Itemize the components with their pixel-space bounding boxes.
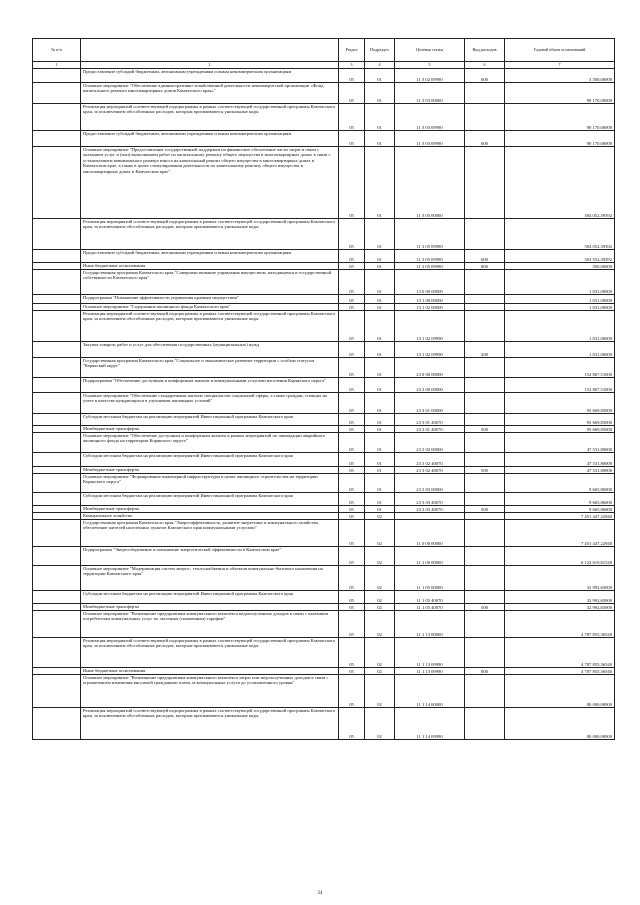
cell-section: 05 xyxy=(339,513,365,520)
cell-target: 11 0 00 00000 xyxy=(395,520,465,547)
cell-amount: 47 531,80000 xyxy=(505,433,615,453)
cell-num xyxy=(33,520,81,547)
cell-amount: 9 665,86000 xyxy=(505,474,615,493)
cell-num xyxy=(33,433,81,453)
cell-name: Межбюджетные трансферты xyxy=(81,426,339,433)
cell-section: 05 xyxy=(339,506,365,513)
cell-section: 05 xyxy=(339,591,365,604)
table-row xyxy=(33,131,615,147)
table-row xyxy=(33,250,615,263)
cell-num xyxy=(33,566,81,591)
cell-section: 05 xyxy=(339,358,365,378)
cell-amount: 90 170,00000 xyxy=(505,131,615,147)
cell-amount: 6 122 610,61540 xyxy=(505,547,615,566)
col-number: 3 xyxy=(339,62,365,69)
cell-expense xyxy=(465,311,505,342)
cell-amount: 1 031,00000 xyxy=(505,342,615,358)
cell-amount: 500,00000 xyxy=(505,263,615,270)
cell-num xyxy=(33,493,81,506)
cell-section: 05 xyxy=(339,566,365,591)
cell-num xyxy=(33,668,81,675)
cell-expense: 800 xyxy=(465,668,505,675)
cell-expense: 500 xyxy=(465,426,505,433)
cell-amount: 9 665,86000 xyxy=(505,493,615,506)
cell-expense xyxy=(465,219,505,250)
budget-allocation-table xyxy=(32,38,615,740)
cell-name: Основное мероприятие "Обеспечение доступным и комфортным жильем в рамках мероприятий по ликвидации аварийного жилищного фонда на территории Корякского округа" xyxy=(81,433,339,453)
cell-section: 05 xyxy=(339,378,365,393)
cell-target: 23 3 02 40070 xyxy=(395,467,465,474)
cell-amount: 7 451 447,22940 xyxy=(505,513,615,520)
cell-num xyxy=(33,675,81,708)
cell-subsection: 01 xyxy=(365,147,395,219)
cell-num xyxy=(33,467,81,474)
cell-expense xyxy=(465,591,505,604)
cell-section: 05 xyxy=(339,547,365,566)
cell-section: 05 xyxy=(339,638,365,668)
cell-section: 05 xyxy=(339,453,365,467)
cell-section: 05 xyxy=(339,263,365,270)
cell-expense: 500 xyxy=(465,604,505,611)
cell-subsection: 01 xyxy=(365,263,395,270)
cell-target: 11 3 05 00000 xyxy=(395,147,465,219)
cell-section: 05 xyxy=(339,433,365,453)
column-number-row xyxy=(33,62,615,69)
cell-target: 13 1 02 09990 xyxy=(395,342,465,358)
cell-expense: 200 xyxy=(465,342,505,358)
cell-amount: 4 787 855,36540 xyxy=(505,668,615,675)
cell-subsection: 01 xyxy=(365,393,395,414)
cell-target: 11 3 03 09990 xyxy=(395,104,465,131)
cell-num xyxy=(33,474,81,493)
cell-target: 11 1 14 00000 xyxy=(395,675,465,708)
cell-section: 05 xyxy=(339,393,365,414)
cell-num xyxy=(33,513,81,520)
cell-target: 11 3 05 09990 xyxy=(395,263,465,270)
cell-amount: 1 031,00000 xyxy=(505,270,615,295)
cell-expense xyxy=(465,708,505,740)
cell-target: 23 3 02 40070 xyxy=(395,453,465,467)
cell-expense: 800 xyxy=(465,263,505,270)
cell-name: Межбюджетные трансферты xyxy=(81,506,339,513)
cell-target: 23 3 01 40070 xyxy=(395,426,465,433)
cell-section: 05 xyxy=(339,69,365,83)
cell-expense: 500 xyxy=(465,506,505,513)
cell-expense: 500 xyxy=(465,467,505,474)
cell-name: Субсидии местным бюджетам на реализацию мероприятий Инвестиционной программы Камчатского края xyxy=(81,453,339,467)
cell-subsection: 01 xyxy=(365,426,395,433)
cell-subsection: 01 xyxy=(365,358,395,378)
table-row xyxy=(33,104,615,131)
cell-name: Основное мероприятие "Содержание жилищного фонда Камчатского края" xyxy=(81,304,339,311)
table-row xyxy=(33,547,615,566)
table-row xyxy=(33,506,615,513)
cell-num xyxy=(33,311,81,342)
cell-name: Субсидии местным бюджетам на реализацию мероприятий Инвестиционной программы Камчатского края xyxy=(81,414,339,426)
cell-subsection: 01 xyxy=(365,311,395,342)
cell-num xyxy=(33,250,81,263)
cell-section: 05 xyxy=(339,131,365,147)
cell-target: 11 3 03 00000 xyxy=(395,83,465,104)
cell-num xyxy=(33,453,81,467)
cell-name: Реализация мероприятий соответствующей подпрограммы в рамках соответствующей государственной программы Камчатского края, за исключением обособленных расходов, которым присваиваются уникальные коды xyxy=(81,638,339,668)
cell-section: 05 xyxy=(339,611,365,638)
table-row xyxy=(33,295,615,304)
cell-target xyxy=(395,513,465,520)
cell-num xyxy=(33,219,81,250)
cell-target: 11 1 05 40070 xyxy=(395,604,465,611)
cell-target: 11 3 02 09990 xyxy=(395,69,465,83)
cell-subsection: 01 xyxy=(365,506,395,513)
table-row xyxy=(33,147,615,219)
cell-amount: 3 500,00000 xyxy=(505,69,615,83)
cell-name: Предоставление субсидий бюджетным, автономным учреждениям и иным некоммерческим организациям xyxy=(81,250,339,263)
cell-target: 11 1 13 00000 xyxy=(395,611,465,638)
cell-expense xyxy=(465,304,505,311)
cell-amount: 503 552,39392 xyxy=(505,250,615,263)
cell-subsection: 01 xyxy=(365,250,395,263)
cell-subsection: 01 xyxy=(365,104,395,131)
cell-num xyxy=(33,131,81,147)
cell-num xyxy=(33,104,81,131)
cell-target: 11 3 03 09990 xyxy=(395,131,465,147)
cell-num xyxy=(33,295,81,304)
cell-subsection: 02 xyxy=(365,591,395,604)
table-row xyxy=(33,708,615,740)
header-section: Раздел xyxy=(339,39,365,62)
cell-section: 05 xyxy=(339,708,365,740)
cell-expense xyxy=(465,513,505,520)
table-row xyxy=(33,638,615,668)
table-row xyxy=(33,358,615,378)
col-number: 1 xyxy=(33,62,81,69)
cell-num xyxy=(33,547,81,566)
table-row xyxy=(33,611,615,638)
cell-expense xyxy=(465,493,505,506)
cell-target: 23 3 03 40070 xyxy=(395,493,465,506)
cell-expense xyxy=(465,474,505,493)
cell-name: Основное мероприятие "Обеспечение административно-хозяйственной деятельности некоммерческой организации «Фонд капитального ремонта многоквартирных домов Камчатского края»" xyxy=(81,83,339,104)
cell-name: Основное мероприятие "Возмещение предприятиям коммунального комплекса затрат или недополученных доходов в связи с ограничением изменения вносимой гражданами платы за коммунальные услуги до установленного уровня" xyxy=(81,675,339,708)
cell-num xyxy=(33,591,81,604)
col-number: 5 xyxy=(395,62,465,69)
cell-name: Реализация мероприятий соответствующей подпрограммы в рамках соответствующей государственной программы Камчатского края, за исключением обособленных расходов, которым присваиваются уникальные коды xyxy=(81,219,339,250)
cell-expense xyxy=(465,147,505,219)
cell-subsection: 02 xyxy=(365,638,395,668)
cell-expense xyxy=(465,378,505,393)
cell-num xyxy=(33,304,81,311)
cell-section: 05 xyxy=(339,675,365,708)
cell-num xyxy=(33,358,81,378)
cell-target: 11 1 13 09990 xyxy=(395,668,465,675)
cell-subsection: 01 xyxy=(365,131,395,147)
cell-section: 05 xyxy=(339,520,365,547)
cell-expense xyxy=(465,433,505,453)
table-row xyxy=(33,591,615,604)
cell-name: Коммунальное хозяйство xyxy=(81,513,339,520)
cell-amount: 95 669,85000 xyxy=(505,426,615,433)
cell-amount: 1 031,00000 xyxy=(505,311,615,342)
cell-name: Предоставление субсидий бюджетным, автономным учреждениям и иным некоммерческим организациям xyxy=(81,131,339,147)
cell-amount: 47 531,80000 xyxy=(505,453,615,467)
cell-amount: 95 669,85000 xyxy=(505,393,615,414)
table-row xyxy=(33,311,615,342)
table-row xyxy=(33,83,615,104)
cell-subsection: 01 xyxy=(365,83,395,104)
cell-amount: 9 665,86000 xyxy=(505,506,615,513)
cell-name: Предоставление субсидий бюджетным, автономным учреждениям и иным некоммерческим организациям xyxy=(81,69,339,83)
cell-expense xyxy=(465,414,505,426)
header-target: Целевая статья xyxy=(395,39,465,62)
cell-section: 05 xyxy=(339,295,365,304)
table-row xyxy=(33,270,615,295)
cell-subsection: 02 xyxy=(365,547,395,566)
table-row xyxy=(33,342,615,358)
cell-section: 05 xyxy=(339,668,365,675)
cell-amount: 4 787 855,36540 xyxy=(505,611,615,638)
cell-amount: 7 451 447,22940 xyxy=(505,520,615,547)
cell-num xyxy=(33,426,81,433)
cell-amount: 32 992,65000 xyxy=(505,604,615,611)
table-row xyxy=(33,675,615,708)
cell-subsection: 01 xyxy=(365,474,395,493)
cell-expense: 600 xyxy=(465,69,505,83)
cell-name: Субсидии местным бюджетам на реализацию мероприятий Инвестиционной программы Камчатского края xyxy=(81,493,339,506)
cell-name: Основное мероприятие "Обеспечение стандартными жильем специалистов социальной сферы, а также граждан, стоящих на учете в качестве нуждающихся в улучшении жилищных условий" xyxy=(81,393,339,414)
cell-target: 13 1 02 00000 xyxy=(395,304,465,311)
cell-target: 11 1 00 00000 xyxy=(395,547,465,566)
table-row xyxy=(33,433,615,453)
table-header-row xyxy=(33,39,615,62)
cell-section: 05 xyxy=(339,219,365,250)
cell-name: Основное мероприятие "Формирование инженерной инфраструктуры в целях жилищного строительства на территории Корякского округа" xyxy=(81,474,339,493)
cell-num xyxy=(33,69,81,83)
table-row xyxy=(33,219,615,250)
cell-num xyxy=(33,147,81,219)
cell-section: 05 xyxy=(339,342,365,358)
table-row xyxy=(33,414,615,426)
cell-amount: 90 170,00000 xyxy=(505,104,615,131)
cell-amount: 1 031,00000 xyxy=(505,304,615,311)
table-row xyxy=(33,263,615,270)
cell-expense xyxy=(465,104,505,131)
cell-subsection: 01 xyxy=(365,270,395,295)
cell-expense: 600 xyxy=(465,131,505,147)
cell-target: 23 0 00 00000 xyxy=(395,358,465,378)
cell-section: 05 xyxy=(339,493,365,506)
cell-subsection: 01 xyxy=(365,414,395,426)
cell-subsection: 02 xyxy=(365,675,395,708)
cell-amount: 80 000,00000 xyxy=(505,675,615,708)
cell-amount: 504 052,39392 xyxy=(505,219,615,250)
cell-subsection: 02 xyxy=(365,611,395,638)
table-row xyxy=(33,69,615,83)
cell-section: 05 xyxy=(339,604,365,611)
cell-expense xyxy=(465,393,505,414)
cell-target: 23 3 00 00000 xyxy=(395,378,465,393)
cell-section: 05 xyxy=(339,147,365,219)
cell-section: 05 xyxy=(339,304,365,311)
cell-section: 05 xyxy=(339,474,365,493)
table-row xyxy=(33,304,615,311)
cell-amount: 4 787 855,36540 xyxy=(505,638,615,668)
table-row xyxy=(33,474,615,493)
cell-subsection: 02 xyxy=(365,708,395,740)
table-row xyxy=(33,453,615,467)
cell-section: 05 xyxy=(339,104,365,131)
cell-name: Основное мероприятие "Модернизация систем энерго-, теплоснабжения и объектов коммунально-бытового назначения на территории Камчатского края" xyxy=(81,566,339,591)
cell-expense xyxy=(465,638,505,668)
cell-num xyxy=(33,708,81,740)
cell-target: 23 3 01 40070 xyxy=(395,414,465,426)
col-number: 2 xyxy=(81,62,339,69)
cell-target: 23 3 03 00000 xyxy=(395,474,465,493)
cell-num xyxy=(33,604,81,611)
cell-name: Основное мероприятие "Предоставление государственной поддержки на финансовое обеспечение части затрат в связи с оказанием услуг и (или) выполнением работ по капитальному ремонту общего имущества в многоквартирных домах в связи с установлением минимального размера взноса на капитальный ремонт общего имущества в многоквартирных домах в Камчатском крае, а также в целях стимулирования деятельности по капитальному ремонту общего имущества в многоквартирных домах в Камчатском крае" xyxy=(81,147,339,219)
cell-name: Реализация мероприятий соответствующей подпрограммы в рамках соответствующей государственной программы Камчатского края, за исключением обособленных расходов, которым присваиваются уникальные коды xyxy=(81,708,339,740)
cell-name: Государственная программа Камчатского края "Социальное и экономическое развитие территории с особым статусом "Корякский округ" xyxy=(81,358,339,378)
table-row xyxy=(33,604,615,611)
table-body xyxy=(33,69,615,740)
cell-expense xyxy=(465,566,505,591)
cell-name: Иные бюджетные ассигнования xyxy=(81,668,339,675)
cell-subsection: 01 xyxy=(365,467,395,474)
cell-target: 11 1 05 40070 xyxy=(395,591,465,604)
cell-num xyxy=(33,378,81,393)
table-row xyxy=(33,467,615,474)
cell-amount: 95 669,85000 xyxy=(505,414,615,426)
cell-section: 05 xyxy=(339,83,365,104)
table-row xyxy=(33,513,615,520)
cell-subsection: 01 xyxy=(365,342,395,358)
cell-expense xyxy=(465,611,505,638)
cell-subsection: 02 xyxy=(365,604,395,611)
cell-target: 11 1 05 00000 xyxy=(395,566,465,591)
cell-expense: 600 xyxy=(465,250,505,263)
cell-subsection: 02 xyxy=(365,520,395,547)
cell-target: 13 1 00 00000 xyxy=(395,295,465,304)
cell-target: 23 3 02 00000 xyxy=(395,433,465,453)
header-num: № п/п xyxy=(33,39,81,62)
col-number: 4 xyxy=(365,62,395,69)
cell-section: 05 xyxy=(339,250,365,263)
header-name xyxy=(81,39,339,62)
cell-amount: 90 170,00000 xyxy=(505,83,615,104)
cell-num xyxy=(33,263,81,270)
cell-expense xyxy=(465,83,505,104)
cell-name: Иные бюджетные ассигнования xyxy=(81,263,339,270)
cell-subsection: 01 xyxy=(365,295,395,304)
cell-target: 13 0 00 00000 xyxy=(395,270,465,295)
cell-section: 05 xyxy=(339,426,365,433)
cell-amount: 152 867,51000 xyxy=(505,358,615,378)
cell-name: Закупка товаров, работ и услуг для обеспечения государственных (муниципальных) нужд xyxy=(81,342,339,358)
cell-amount: 80 000,00000 xyxy=(505,708,615,740)
cell-amount: 47 531,80000 xyxy=(505,467,615,474)
cell-section: 05 xyxy=(339,270,365,295)
cell-section: 05 xyxy=(339,414,365,426)
cell-section: 05 xyxy=(339,467,365,474)
table-row xyxy=(33,668,615,675)
cell-subsection: 02 xyxy=(365,668,395,675)
cell-subsection: 01 xyxy=(365,433,395,453)
cell-num xyxy=(33,506,81,513)
table-row xyxy=(33,426,615,433)
header-amount: Годовой объем ассигнований xyxy=(505,39,615,62)
cell-subsection: 02 xyxy=(365,566,395,591)
cell-num xyxy=(33,638,81,668)
cell-amount: 152 867,51000 xyxy=(505,378,615,393)
cell-amount: 1 031,00000 xyxy=(505,295,615,304)
cell-target: 11 3 05 09990 xyxy=(395,219,465,250)
cell-target: 23 3 01 00000 xyxy=(395,393,465,414)
cell-expense xyxy=(465,675,505,708)
cell-name: Основное мероприятие "Возмещение предприятиям коммунального комплекса недополученных доходов в связи с оказанием потребителям коммунальных услуг по льготным (сниженным) тарифам" xyxy=(81,611,339,638)
cell-target: 11 1 13 09990 xyxy=(395,638,465,668)
header-expense: Вид расходов xyxy=(465,39,505,62)
cell-amount: 32 992,65000 xyxy=(505,591,615,604)
cell-expense xyxy=(465,295,505,304)
cell-num xyxy=(33,83,81,104)
cell-name: Подпрограмма "Повышение эффективности управления краевым имуществом" xyxy=(81,295,339,304)
cell-amount: 504 052,39392 xyxy=(505,147,615,219)
cell-name: Подпрограмма "Обеспечение доступным и комфортным жильем и коммунальными услугами населения Корякского округа" xyxy=(81,378,339,393)
cell-expense xyxy=(465,547,505,566)
col-number: 6 xyxy=(465,62,505,69)
cell-name: Реализация мероприятий соответствующей подпрограммы в рамках соответствующей государственной программы Камчатского края, за исключением обособленных расходов, которым присваиваются уникальные коды xyxy=(81,104,339,131)
cell-num xyxy=(33,270,81,295)
cell-name: Подпрограмма "Энергосбережение и повышение энергетической эффективности в Камчатском крае" xyxy=(81,547,339,566)
cell-name: Межбюджетные трансферты xyxy=(81,467,339,474)
cell-target: 11 3 05 09990 xyxy=(395,250,465,263)
cell-target: 23 3 03 40070 xyxy=(395,506,465,513)
table-row xyxy=(33,393,615,414)
header-subsection: Подраздел xyxy=(365,39,395,62)
col-number: 7 xyxy=(505,62,615,69)
table-row xyxy=(33,378,615,393)
cell-target: 11 1 14 09990 xyxy=(395,708,465,740)
cell-expense xyxy=(465,520,505,547)
cell-name: Субсидии местным бюджетам на реализацию мероприятий Инвестиционной программы Камчатского края xyxy=(81,591,339,604)
page-number: 34 xyxy=(317,891,323,896)
cell-name: Межбюджетные трансферты xyxy=(81,604,339,611)
table-row xyxy=(33,493,615,506)
cell-subsection: 02 xyxy=(365,513,395,520)
cell-subsection: 01 xyxy=(365,493,395,506)
table-row xyxy=(33,520,615,547)
cell-subsection: 01 xyxy=(365,219,395,250)
cell-expense xyxy=(465,453,505,467)
cell-subsection: 01 xyxy=(365,378,395,393)
cell-name: Государственная программа Камчатского края "Энергоэффективность, развитие энергетики и коммунального хозяйства, обеспечение жителей населенных пунктов Камчатского края коммунальными услугами" xyxy=(81,520,339,547)
cell-num xyxy=(33,611,81,638)
cell-num xyxy=(33,393,81,414)
cell-name: Реализация мероприятий соответствующей подпрограммы в рамках соответствующей государственной программы Камчатского края, за исключением обособленных расходов, которым присваиваются уникальные коды xyxy=(81,311,339,342)
cell-num xyxy=(33,414,81,426)
cell-subsection: 01 xyxy=(365,304,395,311)
cell-subsection: 01 xyxy=(365,453,395,467)
cell-section: 05 xyxy=(339,311,365,342)
cell-num xyxy=(33,342,81,358)
cell-subsection: 01 xyxy=(365,69,395,83)
cell-expense xyxy=(465,358,505,378)
cell-name: Государственная программа Камчатского края "Совершенствование управления имуществом, находящимся в государственной собственности Камчатского края" xyxy=(81,270,339,295)
cell-target: 13 1 02 09990 xyxy=(395,311,465,342)
cell-expense xyxy=(465,270,505,295)
table-row xyxy=(33,566,615,591)
cell-amount: 32 992,65000 xyxy=(505,566,615,591)
